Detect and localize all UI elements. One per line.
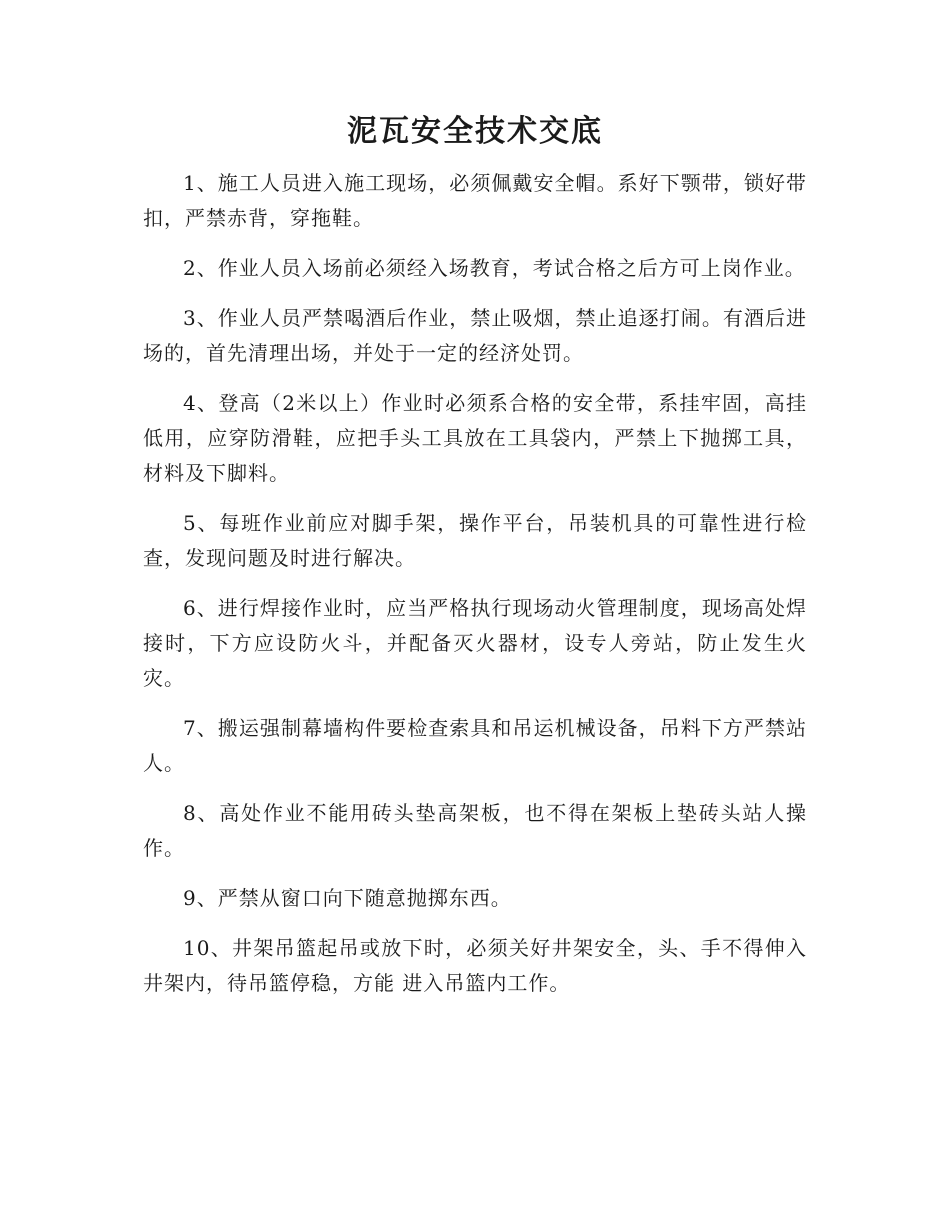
paragraph-10: 10、井架吊篮起吊或放下时，必须关好井架安全，头、手不得伸入井架内，待吊篮停稳，方能 进入吊篮内工作。 (143, 936, 807, 995)
paragraph-2: 2、作业人员入场前必须经入场教育，考试合格之后方可上岗作业。 (183, 256, 806, 280)
paragraph-1: 1、施工人员进入施工现场，必须佩戴安全帽。系好下颚带，锁好带扣，严禁赤背，穿拖鞋。 (143, 171, 807, 230)
paragraph-9: 9、严禁从窗口向下随意抛掷东西。 (183, 886, 512, 910)
paragraph-4: 4、登高（2米以上）作业时必须系合格的安全带，系挂牢固，高挂低用，应穿防滑鞋，应把手头工具放在工具袋内，严禁上下抛掷工具，材料及下脚料。 (143, 391, 807, 485)
paragraph-6: 6、进行焊接作业时，应当严格执行现场动火管理制度，现场高处焊接时，下方应设防火斗，并配备灭火器材，设专人旁站，防止发生火灾。 (143, 596, 807, 690)
paragraph-8: 8、高处作业不能用砖头垫高架板，也不得在架板上垫砖头站人操作。 (143, 801, 807, 860)
document-title: 泥瓦安全技术交底 (347, 114, 603, 149)
paragraph-3: 3、作业人员严禁喝酒后作业，禁止吸烟，禁止追逐打闹。有酒后进场的，首先清理出场，并处于一定的经济处罚。 (143, 306, 807, 365)
paragraph-5: 5、每班作业前应对脚手架，操作平台，吊装机具的可靠性进行检查，发现问题及时进行解决。 (143, 511, 807, 570)
paragraph-7: 7、搬运强制幕墙构件要检查索具和吊运机械设备，吊料下方严禁站人。 (143, 716, 807, 775)
